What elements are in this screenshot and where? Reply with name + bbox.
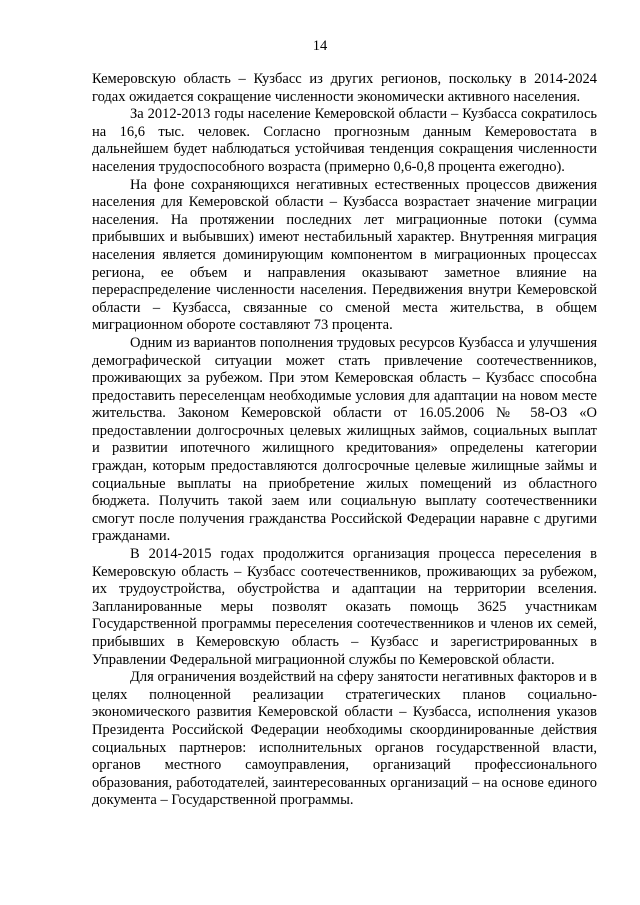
paragraph-3: На фоне сохраняющихся негативных естественных процессов движения населения для Кемеровской области – Кузбасса возрастает значение миграции населения. На протяжении последних лет миграционные потоки (сумма прибывших и выбывших) имеют нестабильный характер. Внутренняя миграция населения является доминирующим компонентом в миграционных процессах региона, ее объем и направления оказывают заметное влияние на перераспределение численности населения. Передвижения внутри Кемеровской области – Кузбасса, связанные со сменой места жительства, в общем миграционном обороте составляют 73 процента.: [92, 176, 597, 334]
paragraph-4: Одним из вариантов пополнения трудовых ресурсов Кузбасса и улучшения демографической ситуации может стать привлечение соотечественников, проживающих за рубежом. При этом Кемеровская область – Кузбасс способна предоставить переселенцам необходимые условия для адаптации на новом месте жительства. Законом Кемеровской области от 16.05.2006 № 58-ОЗ «О предоставлении долгосрочных целевых жилищных займов, социальных выплат и развитии ипотечного жилищного кредитования» определены категории граждан, которым предоставляются долгосрочные целевые жилищные займы и социальные выплаты на приобретение жилых помещений из областного бюджета. Получить такой заем или социальную выплату соотечественники смогут после получения гражданства Российской Федерации наравне с другими гражданами.: [92, 334, 597, 545]
paragraph-2: За 2012-2013 годы население Кемеровской области – Кузбасса сократилось на 16,6 тыс. человек. Согласно прогнозным данным Кемеровостата в дальнейшем будет наблюдаться устойчивая тенденция сокращения численности населения трудоспособного возраста (примерно 0,6-0,8 процента ежегодно).: [92, 106, 597, 175]
paragraph-1: Кемеровскую область – Кузбасс из других регионов, поскольку в 2014-2024 годах ожидается сокращение численности экономически активного населения.: [92, 71, 597, 105]
page-number: 14: [312, 38, 328, 54]
paragraph-5: В 2014-2015 годах продолжится организация процесса переселения в Кемеровскую область – Кузбасс соотечественников, проживающих за рубежом, их трудоустройства, обустройства и адаптации на территории вселения. Запланированные меры позволят оказать помощь 3625 участникам Государственной программы переселения соотечественников и членов их семей, прибывших в Кемеровскую область – Кузбасс и зарегистрированных в Управлении Федеральной миграционной службы по Кемеровской области.: [92, 546, 597, 668]
document-body: [92, 71, 597, 810]
paragraph-6: Для ограничения воздействий на сферу занятости негативных факторов и в целях полноценной реализации стратегических планов социально-экономического развития Кемеровской области – Кузбасса, исполнения указов Президента Российской Федерации необходимы скоординированные действия социальных партнеров: исполнительных органов государственной власти, органов местного самоуправления, организаций профессионального образования, работодателей, заинтересованных организаций – на основе единого документа – Государственной программы.: [92, 669, 597, 809]
